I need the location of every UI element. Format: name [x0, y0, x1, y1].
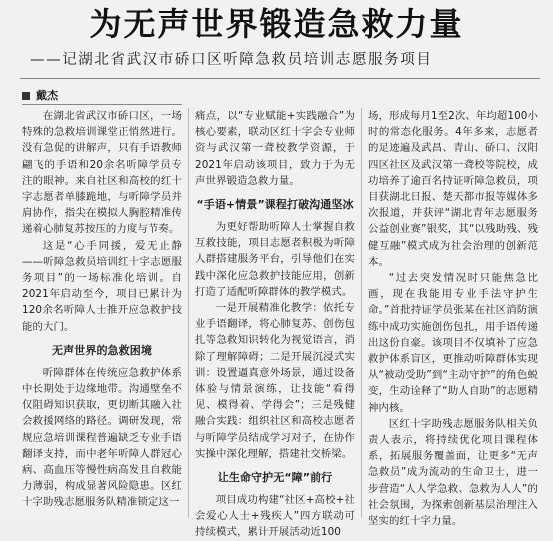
- column-2: [195, 108, 355, 541]
- paragraph: 为更好帮助听障人士掌握自救互救技能，项目志愿者积极为听障人群搭建服务平台，引导他们在实践中深化应急救护技能应用，创新打造了适配听障群体的教学模式。: [195, 221, 355, 298]
- paragraph: 听障群体在传统应急救护体系中长期处于边缘地带。沟通壁垒不仅阻碍知识获取，更切断其融入社会救援网络的路径。调研发现，常规应急培训课程普遍缺乏专业手语翻译支持，而中老年听障人群冠心病、高血压等慢性病高发且自救能力薄弱，构成显著风险隐患。区红十字助残志愿服务队精准锁定这一: [22, 366, 182, 509]
- paragraph: 痛点，以“专业赋能+实践融合”为核心要素，联动区红十字会专业师资与武汉第一聋校教学资源，于2021年启动该项目，致力于为无声世界锻造急救力量。: [195, 110, 355, 187]
- byline-divider: [22, 104, 182, 105]
- title-divider: [20, 78, 540, 79]
- paragraph: 项目成功构建“社区+高校+社会爱心人士+残疾人”四方联动可持续模式，累计开展活动近100: [195, 494, 355, 539]
- paragraph: 一是开展精准化教学：依托专业手语翻译，将心肺复苏、创伤包扎等急救知识转化为视觉语言，消除了理解障碍；二是开展沉浸式实训：设置逼真意外场景，通过设备体验与情景演练，让技能“看得见、模得着、学得会”；三是残健融合实践：组织社区和高校志愿者与听障学员结成学习对子，在协作实操中深化理解，搭建社交桥梁。: [195, 302, 355, 460]
- column-divider: [188, 108, 189, 518]
- paragraph: “过去突发情况时只能焦急比画，现在我能用专业手法守护生命。”首批持证学员张某在社区消防演练中成功实施创伤包扎，用手语传递出这份自豪。该项目不仅填补了应急救护体系盲区，更推动听障群体实现从“被动受助”到“主动守护”的角色蜕变，生动诠释了“助人自助”的志愿精神内核。: [368, 272, 538, 414]
- paragraph: 场，形成每月1至2次、年均超100小时的常态化服务。4年多来，志愿者的足迹遍及武昌、青山、硚口、汉阳四区社区及武汉第一聋校等院校，成功培养了逾百名持证听障急救员，项目获湖北日报、楚天都市报等媒体多次报道，并获评“湖北青年志愿服务公益创业赛”银奖，其“以残助残、残健互融”模式成为社会治理的创新范本。: [368, 110, 538, 268]
- author-name: 戴杰: [36, 88, 59, 102]
- column-1: [22, 88, 182, 511]
- section-heading: “手语+情景”课程打破沟通坚冰: [196, 198, 354, 212]
- headline: 为无声世界锻造急救力量: [89, 5, 464, 43]
- column-3: [368, 108, 538, 529]
- square-bullet-icon: [22, 92, 30, 100]
- paragraph: 这是“心手同援，爱无止静——听障急救员培训红十字志愿服务项目”的一场标准化培训。自2021年启动至今，项目已累计为120余名听障人士推开应急救护技能的大门。: [22, 239, 182, 333]
- paragraph: 在湖北省武汉市硚口区，一场特殊的急救培训课堂正悄然进行。没有急促的讲解声，只有手语教师翩飞的手语和20余名听障学员专注的眼神。来自社区和高校的红十字志愿者单膝跪地，与听障学员并肩协作，指尖在模拟人胸腔精准传递着心肺复苏按压的力度与节奏。: [22, 110, 182, 236]
- section-heading: 无声世界的急救困境: [52, 343, 152, 357]
- subheadline: ——记湖北省武汉市硚口区听障急救员培训志愿服务项目: [30, 52, 433, 68]
- paragraph: 区红十字助残志愿服务队相关负责人表示，将持续优化项目课程体系，拓展服务覆盖面，让更多“无声急救员”成为流动的生命卫士，进一步营造“人人学急救、急救为人人”的社会氛围，为探索创新基层治理注入坚实的红十字力量。: [368, 417, 538, 528]
- byline: [22, 88, 182, 104]
- column-divider: [361, 108, 362, 518]
- section-heading: 让生命守护无“障”前行: [217, 471, 333, 485]
